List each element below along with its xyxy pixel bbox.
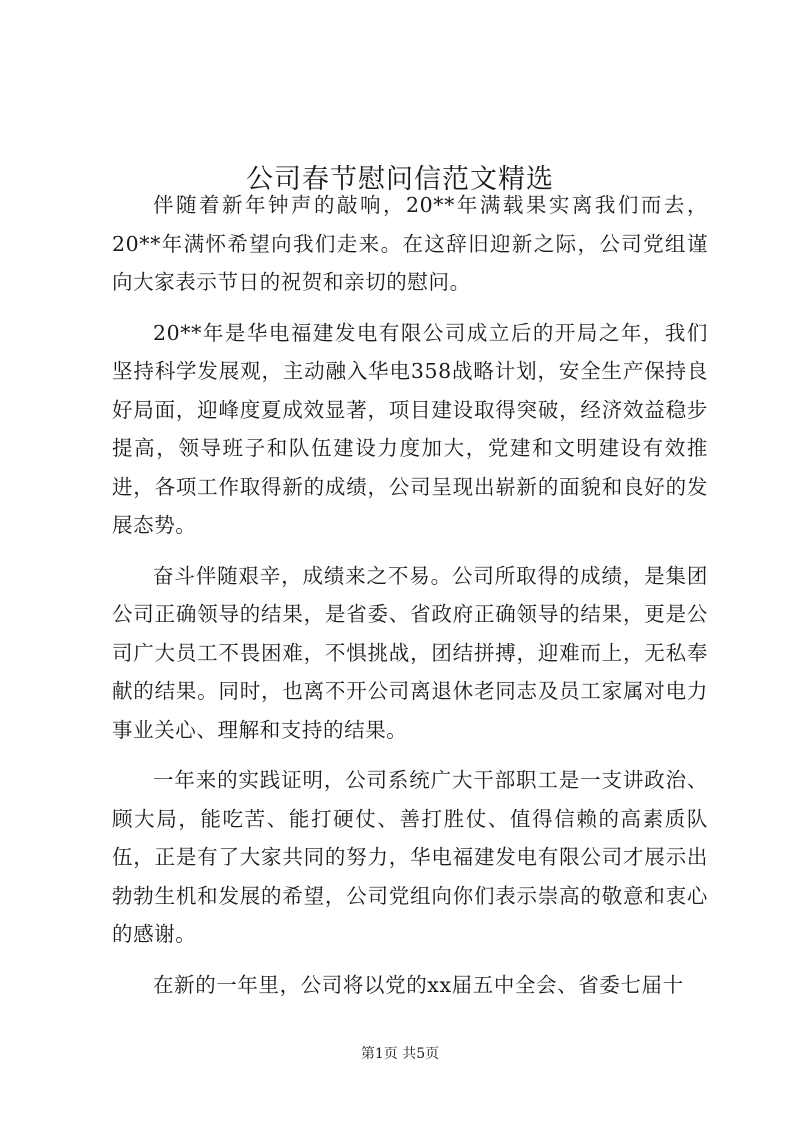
- paragraph-2: 20**年是华电福建发电有限公司成立后的开局之年，我们坚持科学发展观，主动融入华电358战略计划，安全生产保持良好局面，迎峰度夏成效显著，项目建设取得突破，经济效益稳步提高，领导班子和队伍建设力度加大，党建和文明建设有效推进，各项工作取得新的成绩，公司呈现出崭新的面貌和良好的发展态势。: [112, 320, 708, 537]
- paragraph-1: 伴随着新年钟声的敲响，20**年满载果实离我们而去，20**年满怀希望向我们走来。在这辞旧迎新之际，公司党组谨向大家表示节日的祝贺和亲切的慰问。: [112, 193, 708, 294]
- paragraph-3: 奋斗伴随艰辛，成绩来之不易。公司所取得的成绩，是集团公司正确领导的结果，是省委、省政府正确领导的结果，更是公司广大员工不畏困难，不惧挑战，团结拼搏，迎难而上，无私奉献的结果。同时，也离不开公司离退休老同志及员工家属对电力事业关心、理解和支持的结果。: [112, 563, 708, 742]
- page-title: 公司春节慰问信范文精选: [246, 164, 554, 196]
- paragraph-4: 一年来的实践证明，公司系统广大干部职工是一支讲政治、顾大局，能吃苦、能打硬仗、善打胜仗、值得信赖的高素质队伍，正是有了大家共同的努力，华电福建发电有限公司才展示出勃勃生机和发展的希望，公司党组向你们表示崇高的敬意和衷心的感谢。: [112, 768, 708, 946]
- page-footer: 第1页 共5页: [360, 1046, 440, 1062]
- letter-body: [112, 186, 708, 1016]
- paragraph-5: 在新的一年里，公司将以党的xx届五中全会、省委七届十: [153, 972, 684, 997]
